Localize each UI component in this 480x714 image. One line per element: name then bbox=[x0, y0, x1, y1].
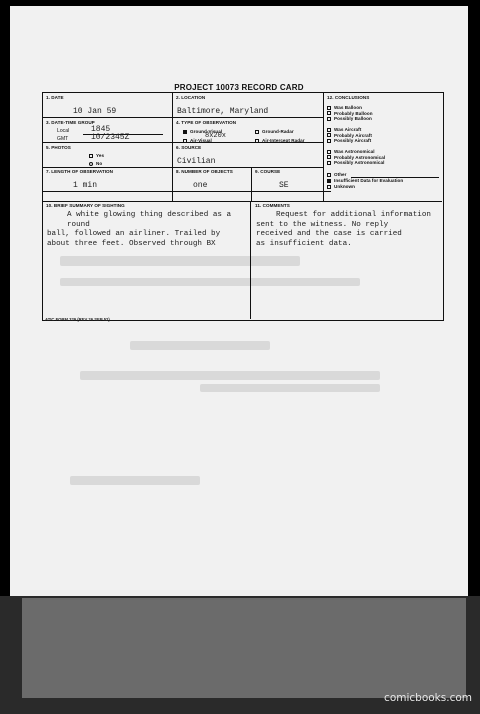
document-page bbox=[10, 6, 468, 596]
photos-label: 5. PHOTOS bbox=[46, 145, 71, 150]
conclusion-insufficient-data: Insufficient Data for Evaluation bbox=[327, 178, 403, 183]
source-value: Civilian bbox=[177, 157, 216, 166]
form-number: ATIC FORM 329 (REV 26 SEP 52) bbox=[45, 317, 110, 322]
observation-option-ground-radar: Ground-Radar bbox=[255, 129, 294, 134]
checkbox-icon bbox=[327, 133, 331, 137]
conclusion-was-astronomical: Was Astronomical bbox=[327, 149, 375, 154]
conclusion-other: Other bbox=[327, 172, 347, 177]
location-value: Baltimore, Maryland bbox=[177, 107, 269, 116]
checkbox-icon bbox=[327, 139, 331, 143]
comments-text bbox=[256, 211, 442, 249]
summary-text bbox=[47, 211, 247, 249]
date-value: 10 Jan 59 bbox=[73, 107, 117, 116]
checkbox-icon bbox=[327, 161, 331, 165]
checked-box-icon bbox=[327, 179, 331, 183]
bleed-through-mark bbox=[80, 371, 380, 380]
conclusion-was-balloon: Was Balloon bbox=[327, 105, 362, 110]
conclusion-possibly-astronomical: Possibly Astronomical bbox=[327, 160, 384, 165]
conclusion-possibly-aircraft: Possibly Aircraft bbox=[327, 138, 371, 143]
summary-label: 10. BRIEF SUMMARY OF SIGHTING bbox=[46, 203, 125, 208]
observation-type-label: 4. TYPE OF OBSERVATION bbox=[176, 120, 237, 125]
conclusion-probably-balloon: Probably Balloon bbox=[327, 111, 373, 116]
gmt-label: GMT bbox=[57, 136, 69, 142]
objects-label: 8. NUMBER OF OBJECTS bbox=[176, 169, 233, 174]
comments-label: 11. COMMENTS bbox=[255, 203, 290, 208]
summary-line: about three feet. Observed through BX bbox=[47, 239, 216, 248]
conclusion-was-aircraft: Was Aircraft bbox=[327, 127, 361, 132]
checkbox-icon bbox=[327, 155, 331, 159]
checkbox-icon bbox=[327, 111, 331, 115]
conclusion-possibly-balloon: Possibly Balloon bbox=[327, 116, 372, 121]
checkbox-icon bbox=[89, 154, 93, 158]
datetime-label: 3. DATE-TIME GROUP bbox=[46, 120, 95, 125]
length-label: 7. LENGTH OF OBSERVATION bbox=[46, 169, 114, 174]
checkbox-icon bbox=[327, 128, 331, 132]
summary-line: A white glowing thing described as a round bbox=[67, 211, 232, 229]
record-card bbox=[42, 92, 444, 321]
watermark: comicbooks.com bbox=[384, 692, 472, 704]
checkbox-icon bbox=[327, 150, 331, 154]
comments-line: Request for additional information bbox=[276, 211, 431, 219]
next-page-edge bbox=[22, 598, 466, 698]
observation-option-air-visual: Air-Visual bbox=[183, 138, 212, 143]
local-label: Local bbox=[57, 128, 70, 134]
comments-line: as insufficient data. bbox=[256, 239, 352, 248]
bleed-through-mark bbox=[200, 384, 380, 392]
course-value: SE bbox=[279, 181, 289, 190]
checkbox-icon bbox=[89, 162, 93, 166]
checkbox-icon bbox=[327, 106, 331, 110]
comments-line: received and the case is carried bbox=[256, 230, 402, 239]
conclusion-probably-aircraft: Probably Aircraft bbox=[327, 133, 372, 138]
checkbox-icon bbox=[327, 173, 331, 177]
length-value: 1 min bbox=[73, 181, 98, 190]
observation-option-ground-visual: Ground-Visual bbox=[183, 129, 222, 134]
conclusions-label: 12. CONCLUSIONS bbox=[327, 95, 370, 100]
observation-option-air-intercept-radar: Air-Intercept Radar bbox=[255, 138, 305, 143]
card-title: PROJECT 10073 RECORD CARD bbox=[174, 83, 304, 92]
course-label: 9. COURSE bbox=[255, 169, 281, 174]
gmt-time-value: 10/2345Z bbox=[91, 133, 130, 142]
checkbox-icon bbox=[327, 117, 331, 121]
checkbox-icon bbox=[183, 139, 187, 143]
observation-overtype: 8x20x bbox=[205, 132, 227, 140]
location-label: 2. LOCATION bbox=[176, 95, 206, 100]
bleed-through-mark bbox=[70, 476, 200, 485]
checkbox-icon bbox=[327, 185, 331, 189]
conclusion-unknown: Unknown bbox=[327, 184, 355, 189]
objects-value: one bbox=[193, 181, 208, 190]
photos-option-yes: Yes bbox=[89, 153, 104, 158]
summary-line: ball, followed an airliner. Trailed by bbox=[47, 230, 221, 239]
checked-box-icon bbox=[183, 130, 187, 134]
photos-option-no: No bbox=[89, 161, 102, 166]
source-label: 6. SOURCE bbox=[176, 145, 202, 150]
conclusion-probably-astronomical: Probably Astronomical bbox=[327, 155, 385, 160]
checkbox-icon bbox=[255, 139, 259, 143]
date-label: 1. DATE bbox=[46, 95, 64, 100]
local-time-value: 1845 bbox=[91, 125, 111, 134]
comments-line: sent to the witness. No reply bbox=[256, 220, 389, 229]
bleed-through-mark bbox=[130, 341, 270, 350]
checkbox-icon bbox=[255, 130, 259, 134]
